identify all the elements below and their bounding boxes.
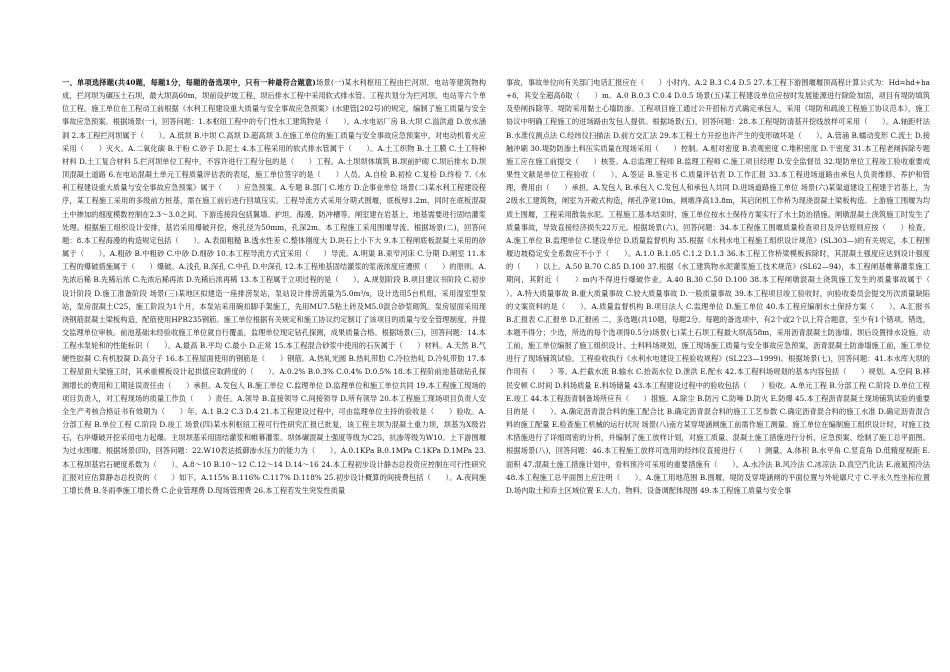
right-column (506, 76, 945, 664)
left-column-body: 场景(一)某水利枢纽工程由拦河坝、电站等建筑物构成，拦河坝为碾压土石坝，最大坝高60m，坝前设护坡工程，坝后排水工程中采用软式排水管。工程共划分为拦河坝、电站等六个单位工程。施工单位在工程动工前根据《水利工程建设重大质量与安全事故应急预案》(水建管[202号)的规定，编制了施工质量与安全事故应急预案。根据场景(一)，回答问题：1.本枢纽工程中的专门性水工建筑物是（ ）。A.水电站厂房 B.大坝 C.溢洪道 D.放水涵洞 2.本工程拦河坝属于（ ）。A.低坝 B.中坝 C.高坝 D.超高坝 3.在施工单位的施工质量与安全事故应急预案中，对电动机着火应采用（ ）灭火。A.二氧化碳 B.干粉 C.砂子 D.泥土 4.本工程采用的软式排水管属于（ ）。A.土工织物 B.土工膜 C.土工特种材料 D.土工复合材料 5.拦河坝单位工程中，不容许进行工程分包的是（ ）工程。A.土坝坝体填筑 B.坝前护砌 C.坝后排水 D.坝顶混凝土道路 6.在电站混凝土单元工程质量评估表的表尾，施工单位签字的是（ ）人员。A.自检 B.初检 C.复检 D.终检 7.《水利工程建设重大质量与安全事故应急预案》属于（ ）应急预案。A.专题 B.部门 C.地方 D.企事业单位 场景(二)某水利工程建设程序，某工程施工采用的多级前方桩基，需在施工前后进行回填压实。工程导流方式采用分期式围堰，底板厚1.2m，同时在底板混凝土中掺加的细度模数控制在2.3～3.0之间。下游连接段包括翼墙、护坦、海漫、防冲槽等。闸室建在岩基上，地基需要进行固结灌浆处理。根据施工组织设计安排，基岩采用爆破开挖，炮孔径为50mm，孔深2m。本工程施工采用围堰导流。根据场景(二)，回答问题：8.本工程海漫的构造规定包括（ ）。A.表面粗糙 B.透水性差 C.整体刚度大 D.块石上小下大 9.本工程闸底板混凝土采用的砂属于（ ）。A.粗砂 B.中粗砂 C.中砂 D.细砂 10.本工程导流方式宜采用（ ）导流。A.明渠 B.束窄河床 C.分期 D.闸室 11.本工程的爆破措施属于（ ）爆破。A.浅孔 B.深孔 C.中孔 D.中深孔 12.本工程地基固结灌浆的浆液浓度应遵照（ ）的原则。A.先浓后稀 B.先稀后浓 C.先浓后稀再浓 D.先稀后浓再稀 13.本工程属于立项过程的是（ ）。A.规划阶段 B.项目建议书阶段 C.初步设计阶段 D.施工准备阶段 场景(三)某地区拟建造一座排涝泵站，泵站设计排涝流量为5.0m³/s，设计选用5台机组，采用湿室型泵站，泵房混凝土C25，施工阶段为1个月，本泵站采用碗扣脚手架施工，先用MU7.5粘土砖及M5.0混合砂浆砌筑。泵房屋面采用现浇钢筋混凝土梁板构造，配筋使用HPB235钢筋。施工单位根据有关规定和施工协议约定制订了该项目的质量与安全管理制度，并提交监理单位审核。前池基础未经验收施工单位就自行覆盖，监理单位现定钻孔探测，成果质量合格。根据场景(三)，回答问题：14.本工程水泵轮和的性能标识（ ）。A.最高 B.平均 C.最小 D.正常 15.本工程混合砂浆中使用的石灰属于（ ）材料。A.天然 B.气硬性胶凝 C.有机胶凝 D.高分子 16.本工程屋面使用的钢筋是（ ）钢筋。A.热轧光圆 B.热轧带肋 C.冷拉热轧 D.冷轧带肋 17.本工程屋面大梁施工时，其承重模板设计起拱值应取跨度的（ ）。A.0.2% B.0.3% C.0.4% D.0.5% 18.本工程阶前池基础钻孔探测增长的费用和工期延误责任由（ ）承担。A.发包人 B.施工单位 C.监理单位 D.监理单位和施工单位共同 19.本工程施工现场的项目负责人，对工程现场的质量工作负（ ）责任。A.领导 B.直接领导 C.间接领导 D.所有领导 20.本工程施工现场项目负责人安全生产考核合格证书有效期为（ ）年。A.1 B.2 C.3 D.4 21.本工程建设过程中，可由监理单位主持的验收是（ ）验收。A.分部工程 B.单位工程 C.阶段 D.竣工 场景(四)某水利枢纽工程可行性研究汇报已批复，该工程主坝为混凝土重力坝，坝基为X级岩石，右岸爆破开挖采用电力起爆。主坝坝基采用固结灌浆和帷幕灌浆。坝体碾混凝土强度等级为C25，抗渗等级为W10。上下游围堰为过水围堰。根据场景(四)，回答问题：22.W10表达抵御渗水压力的能力为（ ）。A.0.1KPa B.0.1MPa C.1KPa D.1MPa 23.本工程坝基岩石硬度系数为（ ）。A.8～10 B.10～12 C.12～14 D.14～16 24.本工程初步设计静态总投资应控制在可行性研究汇报对应估算静态总投资的（ ）如下。A.115% B.116% C.117% D.118% 25.初步设计概算的间接费包括（ ）。A.夜间施工增长费 B.冬雨季施工增长费 C.企业管理费 D.现场管理费 26.本工程若发生突发性质量 (62, 78, 486, 495)
section-heading-single-choice: 一、单项选择题(共40题，每题1分，每题的备选项中，只有一种最符合题意) (62, 78, 316, 87)
right-column-text: 事故，事故单位向有关部门电话汇报应在（ ）小时内。A.2 B.3 C.4 D.5 27.本工程下游围堰堰顶高程计算公式为：Hd=hd+ha+δ，其安全超高δ取（ ）m。A.0 B.0.3 C.0.4 D.0.5 场景(五)某工程建设单位应按时发展能源进行除险加固，项目有堤防填筑及垫闸拆除等。堤防采用黏土心墙防渗。工程项目施工通过公开招标方式确定承包人，采用《堤防和疏浚工程施工协议范本》，施工协议中明确工程施工的进场路由发包人提供。根据场景(五)，回答问题：28.本工程堤防清基开挖线放样可采用（ ）。A.轴距杆法 B.水准仪测点法 C.经纬仪扫描法 D.前方交汇法 29.本工程土方开挖也许产生的变形破坏是（ ）。A.管涌 B.蠕动变形 C.流土 D.接触冲刷 30.堤防防渗土料压实质量在现场采用（ ）控制。A.相对密度 B.表观密度 C.堆积密度 D.干密度 31.本工程老闸拆除专题施工应在施工前提交（ ）核签。A.总监理工程师 B.监理工程师 C.施工项目经理 D.安全监督员 32.堤防单位工程竣工验收重要成果性文献是单位工程验收（ ）。A.签证 B.鉴定书 C.质量评估表 D.工作汇报 33.本工程进场道路由承包人负责维修、养护和管理，费用由（ ）承担。A.发包人 B.承包人 C.发包人和承包人共同 D.进场道路施工单位 场景(六)某渠道建设工程建于岩基上，为2级水工建筑物，闸室为开敞式构造，闸孔净宽10m，闸墩净高13.8m，其启闭机工作桥为现浇混凝土梁板构造。上游施工围堰为均质土围堰，工程采用散装水泥。工程施工基本结束时，施工单位按水土保持方案实行了水土防治措施。闸墩混凝土浇筑施工时发生了质量事故，导致直接经济损失22万元。根据场景(六)，回答问题：34.本工程施工围堰质量检查项目及评估原则应按（ ）检查。A.施工单位 B.监理单位 C.建设单位 D.质量监督机构 35.根据《水利水电工程施工组织设计规范》(SL303—)的有关规定，本工程围堰边坡稳定安全系数应不小于（ ）。A.1.0 B.1.05 C.1.2 D.1.3 36.本工程工作桥梁模板拆除时，其混凝土强度应达到设计强度的（ ）以上。A.50 B.70 C.85 D.100 37.根据《水工建筑物水泥灌浆施工技术规范》(SL62—94)，本工程闸基帷幕灌浆施工期间，其附近（ ）m内不得进行爆破作业。A.40 B.30 C.50 D.100 38.本工程闸墩混凝土浇筑施工发生的质量事故属于（ ）。A.特大质量事故 B.重大质量事故 C.较大质量事故 D.一般质量事故 39.本工程项目竣工验收时，向验收委员会提交历次质量缺陷的文案资料的是（ ）。A.质量监督机构 B.项目法人 C.监理单位 D.施工单位 40.本工程应编制水土保持方案（ ）。A.汇报书 B.汇报表 C.汇报单 D.汇报函 二、多选题(共10题，每题2分。每题的备选项中，有2个或2个以上符合题意，至少有1个错项。错选，本题不得分；少选，所选的每个选项得0.5分)场景(七)某土石坝工程最大坝高58m，采用沥青混凝土防渗墙。坝后设置排水设施。动工前，施工单位编报了施工组织设计、土料料场规划，施工现场施工质量与安全事故应急预案，沥青混凝土防渗墙施工前，施工单位进行了现场铺筑试验。工程验收执行《水利水电建设工程验收规程》(SL223—1999)。根据场景(七)，回答问题：41.本水库大坝的作用有（ ）等。A.拦截水流 B.输水 C.抬高水位 D.泄洪 E.配水 42.本工程料场规划的基本内容包括（ ）规划。A.空间 B.移民安顿 C.时间 D.料场质量 E.料场储量 43.本工程建设过程中的验收包括（ ）验收。A.单元工程 B.分部工程 C.阶段 D.单位工程 E.竣工 44.本工程沥青制备场所应有（ ）措施。A.除尘 B.防污 C.防噪 D.防火 E.防爆 45.本工程沥青混凝土现场铺筑试验的重要目的是（ ）。A.确定沥青混合料的施工配合比 B.确定沥青混合料的施工工艺参数 C.确定沥青混合料的施工水准 D.确定沥青混合料的施工配量 E.检查施工机械的运行状况 场景(八)南方某穿堤涵闸施工前需作施工测量。施工单位在编制施工组织设计时，对施工技术措施进行了详细周密的分析，并编制了施工放样计划，对施工质量、混凝土施工措施进行分析，应急预案、绘制了施工总平面图。根据场景(八)，回答问题：46.本工程施工放样可选用的经纬仪直接进行（ ）测量。A.体积 B.水平角 C.竖直角 D.低精度视距 E.面积 47.混凝土施工措施计划中，骨料预冷可采用的重要措施有（ ）。A.水冷法 B.风冷法 C.冰凉法 D.真空汽化法 E.液氮预冷法 48.本工程施工总平面图上应注明（ ）。A.施工用地范围 B.围堰、堤防及穿堤涵闸的平面位置与外轮廓尺寸 C.平永久性坐标位置 D.场内取土和弃土区域位置 E.人力、物料、设备调配体现图 49.本工程施工质量与安全事 (506, 78, 945, 495)
left-column (62, 76, 486, 664)
left-column-text (62, 76, 486, 497)
